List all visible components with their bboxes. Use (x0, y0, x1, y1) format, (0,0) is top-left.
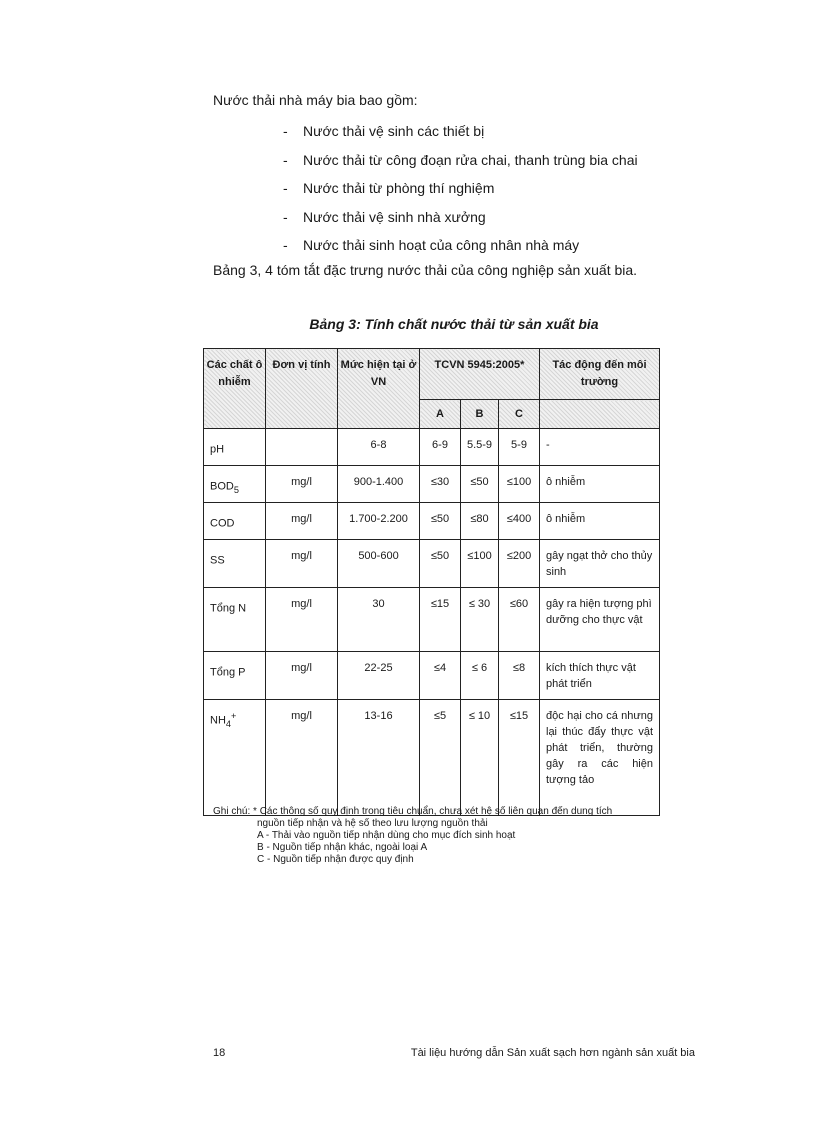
cell-impact: - (540, 429, 660, 466)
table-row (204, 651, 660, 699)
cell-c: ≤8 (499, 651, 540, 699)
table-row (204, 587, 660, 651)
footer-title: Tài liệu hướng dẫn Sản xuất sạch hơn ngành sản xuất bia (410, 1047, 695, 1059)
header-pollutant: Các chất ô nhiễm (204, 349, 266, 429)
wastewater-source-list (283, 121, 638, 264)
cell-current-level: 1.700-2.200 (338, 502, 420, 539)
header-col-a: A (420, 400, 461, 429)
bullet-dash: - (283, 151, 288, 168)
list-item (283, 121, 638, 150)
cell-pollutant: $NH_4^+$ (204, 699, 266, 815)
table-row (204, 699, 660, 815)
cell-current-level: 500-600 (338, 539, 420, 587)
cell-current-level: 13-16 (338, 699, 420, 815)
bullet-dash: - (283, 237, 288, 253)
cell-a: 6-9 (420, 429, 461, 466)
note-line: C - Nguồn tiếp nhận được quy định (257, 854, 414, 865)
table-caption: Bảng 3: Tính chất nước thải từ sản xuất bia (309, 316, 599, 332)
cell-a: ≤50 (420, 502, 461, 539)
cell-current-level: 900-1.400 (338, 465, 420, 502)
table-row (204, 539, 660, 587)
header-standard: TCVN 5945:2005* (420, 349, 540, 400)
table-row (204, 465, 660, 502)
list-item-text: Nước thải từ công đoạn rửa chai, thanh trùng bia chai (303, 151, 638, 168)
list-item (283, 207, 638, 236)
cell-b: ≤ 10 (461, 699, 499, 815)
cell-current-level: 22-25 (338, 651, 420, 699)
cell-unit: mg/l (266, 699, 338, 815)
cell-pollutant: $BOD_5$ (204, 465, 266, 502)
cell-unit: mg/l (266, 651, 338, 699)
cell-a: ≤50 (420, 539, 461, 587)
intro-text: Nước thải nhà máy bia bao gồm: (213, 92, 418, 108)
header-impact-blank (540, 400, 660, 429)
header-col-c: C (499, 400, 540, 429)
cell-pollutant: SS (204, 539, 266, 587)
cell-c: ≤100 (499, 465, 540, 502)
cell-b: ≤ 6 (461, 651, 499, 699)
cell-impact: gây ngạt thở cho thủy sinh (540, 539, 660, 587)
summary-text: Bảng 3, 4 tóm tắt đặc trưng nước thải của công nghiệp sản xuất bia. (213, 262, 638, 278)
cell-unit: mg/l (266, 539, 338, 587)
cell-b: ≤100 (461, 539, 499, 587)
header-col-b: B (461, 400, 499, 429)
cell-a: ≤30 (420, 465, 461, 502)
header-unit: Đơn vị tính (266, 349, 338, 429)
note-line: Ghi chú: * Các thông số quy định trong tiêu chuẩn, chưa xét hệ số liên quan đến dung tích (213, 806, 613, 817)
cell-c: ≤60 (499, 587, 540, 651)
table-notes (213, 806, 695, 866)
cell-c: ≤200 (499, 539, 540, 587)
list-item-text: Nước thải vệ sinh các thiết bị (303, 123, 485, 139)
note-line: B - Nguồn tiếp nhận khác, ngoài loại A (257, 842, 428, 853)
cell-current-level: 6-8 (338, 429, 420, 466)
cell-pollutant: Tổng P (204, 651, 266, 699)
cell-impact: gây ra hiện tượng phì dưỡng cho thực vật (540, 587, 660, 651)
cell-current-level: 30 (338, 587, 420, 651)
cell-a: ≤15 (420, 587, 461, 651)
cell-impact: độc hại cho cá nhưng lại thúc đẩy thực vật phát triển, thường gây ra các hiện tượng tảo (540, 699, 660, 815)
cell-b: 5.5-9 (461, 429, 499, 466)
bullet-dash: - (283, 180, 288, 196)
cell-pollutant: pH (204, 429, 266, 466)
cell-a: ≤4 (420, 651, 461, 699)
cell-c: 5-9 (499, 429, 540, 466)
cell-unit (266, 429, 338, 466)
note-line: nguồn tiếp nhận và hệ số theo lưu lượng nguồn thải (257, 818, 488, 829)
cell-unit: mg/l (266, 502, 338, 539)
page-number: 18 (213, 1047, 226, 1059)
bullet-dash: - (283, 123, 288, 139)
header-current-level: Mức hiện tại ở VN (338, 349, 420, 429)
cell-unit: mg/l (266, 587, 338, 651)
bullet-dash: - (283, 208, 288, 225)
cell-impact: ô nhiễm (540, 502, 660, 539)
header-impact: Tác động đến môi trường (540, 349, 660, 400)
cell-pollutant: Tổng N (204, 587, 266, 651)
cell-b: ≤80 (461, 502, 499, 539)
table-row (204, 429, 660, 466)
table-row (204, 502, 660, 539)
cell-impact: kích thích thực vật phát triển (540, 651, 660, 699)
cell-b: ≤ 30 (461, 587, 499, 651)
cell-impact: ô nhiễm (540, 465, 660, 502)
cell-c: ≤400 (499, 502, 540, 539)
list-item-text: Nước thải từ phòng thí nghiệm (303, 180, 495, 196)
list-item (283, 178, 638, 207)
wastewater-properties-table (203, 348, 660, 816)
list-item (283, 235, 638, 264)
cell-pollutant: COD (204, 502, 266, 539)
cell-c: ≤15 (499, 699, 540, 815)
list-item-text: Nước thải vệ sinh nhà xưởng (303, 208, 486, 225)
cell-a: ≤5 (420, 699, 461, 815)
list-item-text: Nước thải sinh hoạt của công nhân nhà máy (303, 237, 580, 253)
list-item (283, 150, 638, 179)
cell-b: ≤50 (461, 465, 499, 502)
note-line: A - Thải vào nguồn tiếp nhận dùng cho mục đích sinh hoạt (257, 830, 516, 841)
cell-unit: mg/l (266, 465, 338, 502)
